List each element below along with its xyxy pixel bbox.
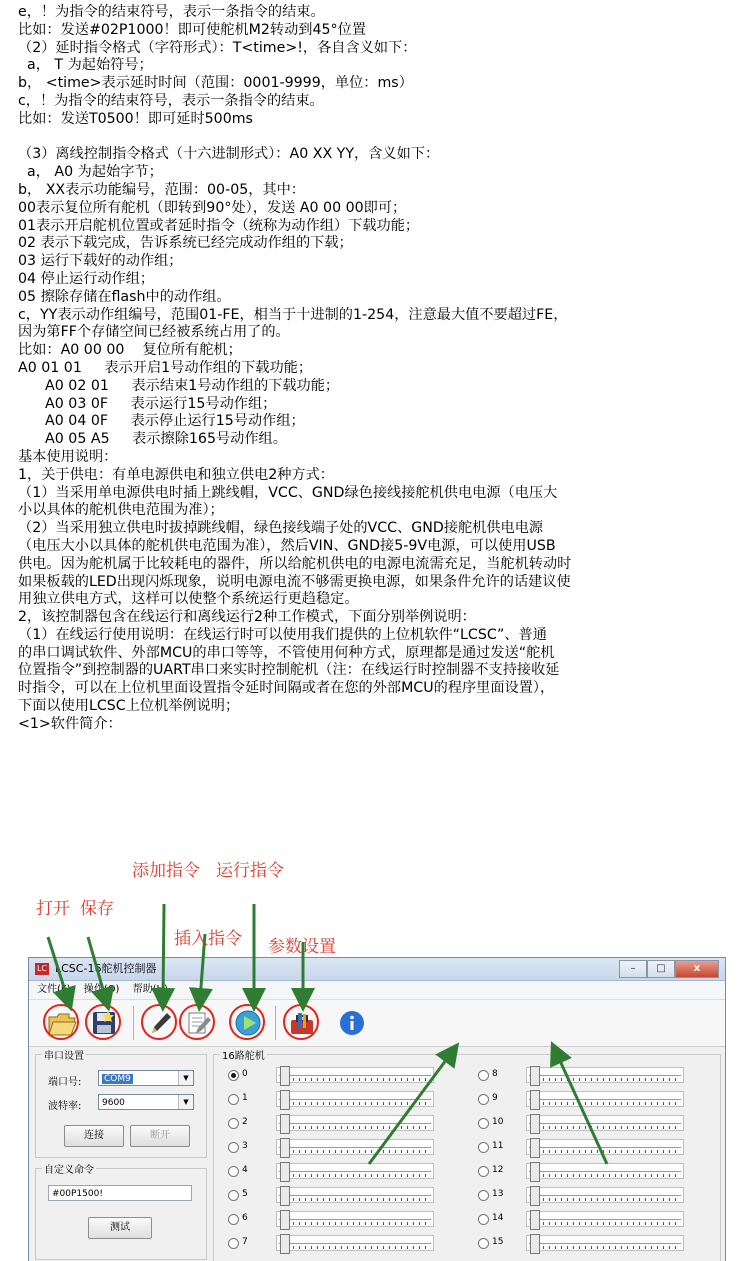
- servo-row: [220, 1139, 460, 1157]
- servo-number: 12: [492, 1165, 504, 1175]
- doc-line: 00表示复位所有舵机（即转到90°处），发送 A0 00 00即可；: [18, 199, 407, 216]
- toolbar: [29, 1000, 725, 1047]
- doc-line: c，YY表示动作组编号，范围01-FE，相当于十进制的1-254，注意最大值不要超过FE，: [18, 306, 568, 323]
- servo-row: [470, 1187, 710, 1205]
- servo-slider[interactable]: [276, 1067, 434, 1083]
- servo-row: [470, 1067, 710, 1085]
- doc-line: 05 擦除存储在flash中的动作组。: [18, 288, 231, 305]
- servo-number: 13: [492, 1189, 504, 1199]
- custom-command-group: [35, 1165, 207, 1260]
- doc-line: 的串口调试软件、外部MCU的串口等等，不管使用何种方式，原理都是通过发送“舵机: [18, 644, 555, 661]
- doc-line: b， XX表示功能编号，范围：00-05，其中：: [18, 181, 305, 198]
- servo-radio[interactable]: [228, 1094, 239, 1105]
- doc-line: 因为第FF个存储空间已经被系统占用了的。: [18, 324, 290, 341]
- toolbar-separator: [133, 1006, 134, 1040]
- servo-row: [220, 1163, 460, 1181]
- doc-line: e，！为指令的结束符号，表示一条指令的结束。: [18, 4, 325, 20]
- servo-row: [470, 1139, 710, 1157]
- slider-thumb[interactable]: [530, 1066, 540, 1086]
- servo-number: 11: [492, 1141, 504, 1151]
- servo-radio[interactable]: [228, 1118, 239, 1129]
- title-bar: [29, 958, 725, 981]
- servo-number: 3: [242, 1141, 248, 1151]
- servo-slider[interactable]: [526, 1163, 684, 1179]
- servo-slider[interactable]: [526, 1067, 684, 1083]
- servo-slider[interactable]: [526, 1235, 684, 1251]
- serial-settings-group: [35, 1051, 207, 1158]
- doc-line: 03 运行下载好的动作组；: [18, 253, 183, 270]
- menu-bar: [29, 981, 725, 1000]
- doc-line: A0 03 0F 表示运行15号动作组；: [18, 395, 277, 412]
- about-button[interactable]: [335, 1006, 369, 1040]
- doc-line: 时指令，可以在上位机里面设置指令延时间隔或者在您的外部MCU的程序里面设置），: [18, 680, 555, 697]
- slider-thumb[interactable]: [530, 1186, 540, 1206]
- servo-number: 14: [492, 1213, 504, 1223]
- doc-line: 1，关于供电：有单电源供电和独立供电2种方式：: [18, 466, 334, 483]
- slider-thumb[interactable]: [280, 1210, 290, 1230]
- label-add-command: 添加指令: [132, 861, 200, 881]
- servo-row: [220, 1115, 460, 1133]
- port-value: COM9: [104, 1074, 131, 1084]
- servo-slider[interactable]: [276, 1211, 434, 1227]
- servo-radio[interactable]: [478, 1190, 489, 1201]
- test-button[interactable]: 测试: [88, 1217, 152, 1239]
- doc-line: （电压大小以具体的舵机供电范围为准），然后VIN、GND接5-9V电源，可以使用USB: [18, 537, 556, 554]
- doc-line: 04 停止运行动作组；: [18, 270, 155, 287]
- serial-settings-title: 串口设置: [42, 1047, 86, 1062]
- document-text: [18, 4, 746, 734]
- close-button[interactable]: x: [675, 960, 719, 978]
- connect-button[interactable]: 连接: [64, 1125, 124, 1147]
- servo-number: 15: [492, 1237, 504, 1247]
- save-highlight-circle: [85, 1004, 121, 1040]
- servo-number: 9: [492, 1093, 498, 1103]
- servo-slider[interactable]: [276, 1091, 434, 1107]
- servo-slider[interactable]: [276, 1139, 434, 1155]
- doc-line: A0 01 01 表示开启1号动作组的下载功能；: [18, 359, 313, 376]
- doc-line: A0 02 01 表示结束1号动作组的下载功能；: [18, 377, 340, 394]
- doc-line: 下面以使用LCSC上位机举例说明；: [18, 698, 240, 715]
- doc-line: a， A0 为起始字节；: [18, 164, 163, 181]
- doc-line: 比如：发送T0500！即可延时500ms: [18, 110, 253, 127]
- servo-number: 1: [242, 1093, 248, 1103]
- servo-number: 8: [492, 1069, 498, 1079]
- servo-16ch-group: [213, 1051, 721, 1261]
- servo-number: 6: [242, 1213, 248, 1223]
- servo-number: 10: [492, 1117, 504, 1127]
- doc-line: 02 表示下载完成，告诉系统已经完成动作组的下载；: [18, 235, 353, 252]
- label-run-command: 运行指令: [216, 861, 284, 881]
- baud-value: 9600: [102, 1098, 125, 1108]
- slider-thumb[interactable]: [280, 1138, 290, 1158]
- doc-line: （1）在线运行使用说明：在线运行时可以使用我们提供的上位机软件“LCSC”、普通: [18, 626, 547, 643]
- baud-select[interactable]: [98, 1094, 194, 1110]
- doc-line: 如果板载的LED出现闪烁现象，说明电源电流不够需更换电源，如果条件允许的话建议使: [18, 573, 571, 590]
- menu-operate[interactable]: 操作(O): [83, 984, 120, 995]
- servo-slider[interactable]: [526, 1211, 684, 1227]
- doc-line: 供电。因为舵机属于比较耗电的器件，所以给舵机供电的电源电流需充足，当舵机转动时: [18, 555, 572, 572]
- servo-row: [220, 1187, 460, 1205]
- servo-radio[interactable]: [478, 1118, 489, 1129]
- slider-thumb[interactable]: [530, 1234, 540, 1254]
- servo-radio[interactable]: [228, 1238, 239, 1249]
- doc-line: 小以具体的舵机供电范围为准）；: [18, 502, 224, 519]
- servo-radio[interactable]: [478, 1238, 489, 1249]
- servo-slider[interactable]: [526, 1187, 684, 1203]
- servo-row: [220, 1091, 460, 1109]
- servo-slider[interactable]: [526, 1115, 684, 1131]
- servo-number: 2: [242, 1117, 248, 1127]
- doc-line: [18, 129, 746, 147]
- servo-row: [470, 1211, 710, 1229]
- minimize-button[interactable]: –: [619, 960, 647, 978]
- doc-line: （2）延时指令格式（字符形式）：T<time>!，各自含义如下：: [18, 39, 417, 56]
- window-title: LCSC-16舵机控制器: [55, 962, 157, 975]
- disconnect-button[interactable]: 断开: [130, 1125, 190, 1147]
- add-command-highlight-circle: [141, 1004, 177, 1040]
- doc-line: （1）当采用单电源供电时插上跳线帽，VCC、GND绿色接线接舵机供电电源（电压大: [18, 484, 558, 501]
- software-screenshot: [0, 852, 750, 1261]
- doc-line: b， <time>表示延时时间（范围：0001-9999，单位：ms）: [18, 75, 413, 92]
- servo-row: [470, 1091, 710, 1109]
- servo-radio[interactable]: [228, 1070, 239, 1081]
- slider-thumb[interactable]: [530, 1114, 540, 1134]
- label-insert-command: 插入指令: [174, 929, 242, 949]
- slider-thumb[interactable]: [530, 1090, 540, 1110]
- port-select[interactable]: [98, 1070, 194, 1086]
- servo-slider[interactable]: [276, 1187, 434, 1203]
- doc-line: （2）当采用独立供电时拔掉跳线帽，绿色接线端子处的VCC、GND接舵机供电电源: [18, 520, 544, 537]
- servo-slider[interactable]: [276, 1235, 434, 1251]
- doc-line: （3）离线控制指令格式（十六进制形式）：A0 XX YY，含义如下：: [18, 146, 440, 163]
- servo-number: 7: [242, 1237, 248, 1247]
- servo-radio[interactable]: [478, 1070, 489, 1081]
- slider-thumb[interactable]: [530, 1138, 540, 1158]
- baud-label: 波特率:: [48, 1101, 82, 1112]
- servo-radio[interactable]: [228, 1190, 239, 1201]
- custom-command-input[interactable]: #00P1500!: [48, 1185, 192, 1201]
- servo-slider[interactable]: [526, 1139, 684, 1155]
- label-parameter-settings: 参数设置: [268, 937, 336, 957]
- servo-slider[interactable]: [276, 1115, 434, 1131]
- slider-thumb[interactable]: [280, 1090, 290, 1110]
- servo-row: [470, 1115, 710, 1133]
- maximize-button[interactable]: □: [647, 960, 675, 978]
- slider-thumb[interactable]: [530, 1210, 540, 1230]
- open-highlight-circle: [43, 1004, 79, 1040]
- doc-line: 位置指令”到控制器的UART串口来实时控制舵机（注：在线运行时控制器不支持接收延: [18, 662, 560, 679]
- doc-line: a， T 为起始符号；: [18, 57, 153, 74]
- label-save: 保存: [80, 899, 114, 919]
- servo-number: 0: [242, 1069, 248, 1079]
- servo-group-title: 16路舵机: [220, 1047, 267, 1062]
- servo-radio[interactable]: [478, 1094, 489, 1105]
- slider-thumb[interactable]: [280, 1234, 290, 1254]
- doc-line: 比如：发送#02P1000！即可使舵机M2转动到45°位置: [18, 21, 367, 38]
- servo-radio[interactable]: [478, 1214, 489, 1225]
- toolbar-separator: [275, 1006, 276, 1040]
- servo-row: [220, 1235, 460, 1253]
- servo-row: [220, 1211, 460, 1229]
- slider-thumb[interactable]: [530, 1162, 540, 1182]
- doc-line: 用独立供电方式，这样可以使整个系统运行更趋稳定。: [18, 591, 359, 608]
- servo-number: 5: [242, 1189, 248, 1199]
- menu-help[interactable]: 帮助(H): [132, 984, 168, 995]
- app-window: [28, 957, 726, 1261]
- servo-row: [470, 1163, 710, 1181]
- servo-row: [470, 1235, 710, 1253]
- custom-command-title: 自定义命令: [42, 1161, 96, 1176]
- menu-file[interactable]: 文件(F): [37, 984, 71, 995]
- doc-line: c，！为指令的结束符号，表示一条指令的结束。: [18, 92, 324, 109]
- doc-line: A0 05 A5 表示擦除165号动作组。: [18, 431, 287, 448]
- port-label: 端口号:: [48, 1077, 82, 1088]
- servo-slider[interactable]: [526, 1091, 684, 1107]
- doc-line: 比如：A0 00 00 复位所有舵机；: [18, 342, 242, 359]
- servo-radio[interactable]: [228, 1214, 239, 1225]
- doc-line: 01表示开启舵机位置或者延时指令（统称为动作组）下载功能；: [18, 217, 420, 234]
- app-logo-icon: LC: [36, 964, 48, 973]
- doc-line: A0 04 0F 表示停止运行15号动作组；: [18, 413, 305, 430]
- doc-line: 2，该控制器包含在线运行和离线运行2种工作模式，下面分别举例说明：: [18, 609, 476, 626]
- servo-number: 4: [242, 1165, 248, 1175]
- servo-radio[interactable]: [478, 1166, 489, 1177]
- doc-line: <1>软件简介：: [18, 715, 122, 732]
- doc-line: 基本使用说明：: [18, 448, 118, 465]
- slider-thumb[interactable]: [280, 1186, 290, 1206]
- insert-command-highlight-circle: [179, 1004, 215, 1040]
- label-open: 打开: [36, 899, 70, 919]
- servo-radio[interactable]: [478, 1142, 489, 1153]
- servo-row: [220, 1067, 460, 1085]
- slider-thumb[interactable]: [280, 1114, 290, 1134]
- slider-thumb[interactable]: [280, 1162, 290, 1182]
- servo-radio[interactable]: [228, 1166, 239, 1177]
- chevron-down-icon: ▼: [178, 1095, 193, 1109]
- servo-radio[interactable]: [228, 1142, 239, 1153]
- chevron-down-icon: ▼: [178, 1071, 193, 1085]
- slider-thumb[interactable]: [280, 1066, 290, 1086]
- run-command-highlight-circle: [229, 1004, 265, 1040]
- info-icon: [338, 1009, 366, 1037]
- parameter-settings-highlight-circle: [283, 1004, 319, 1040]
- servo-slider[interactable]: [276, 1163, 434, 1179]
